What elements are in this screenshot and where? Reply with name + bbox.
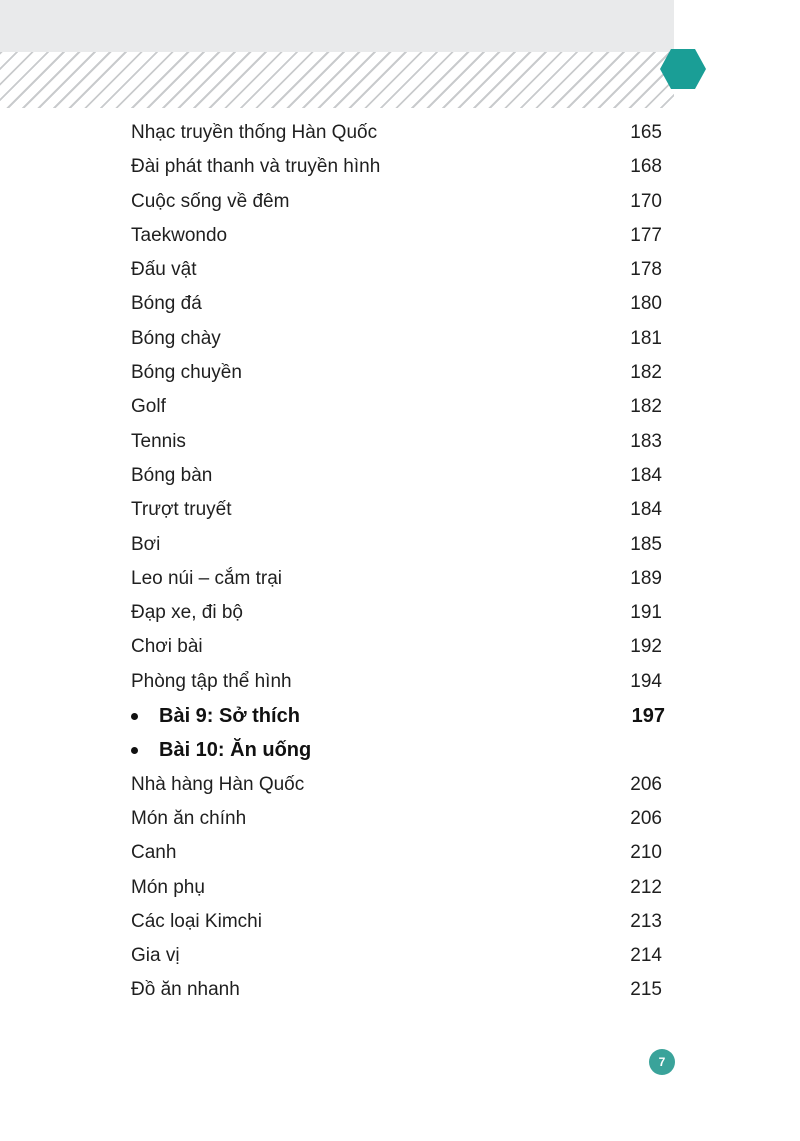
toc-page-number: 191: [630, 602, 662, 624]
toc-label: Bóng bàn: [131, 464, 213, 486]
toc-page-number: 206: [630, 773, 662, 795]
toc-page-number: 180: [630, 293, 662, 315]
toc-page-number: 215: [630, 979, 662, 1001]
toc-page-number: 184: [630, 464, 662, 486]
toc-page-number: 178: [630, 259, 662, 281]
toc-page-number: 206: [630, 807, 662, 829]
toc-entry-row: [131, 390, 667, 424]
toc-entry-row: [131, 356, 667, 390]
toc-label: Bơi: [131, 533, 161, 555]
toc-entry-row: [131, 905, 667, 939]
toc-page-number: 212: [630, 876, 662, 898]
toc-page-number: 182: [630, 362, 662, 384]
toc-label: Món ăn chính: [131, 807, 247, 829]
toc-label: Canh: [131, 842, 177, 864]
toc-page-number: 184: [630, 499, 662, 521]
toc-label: Taekwondo: [131, 224, 228, 246]
toc-entry-row: [131, 322, 667, 356]
toc-entry-row: [131, 116, 667, 150]
toc-label: Nhạc truyền thống Hàn Quốc: [131, 122, 378, 143]
toc-entry-row: [131, 596, 667, 630]
toc-entry-row: [131, 871, 667, 905]
toc-entry-row: [131, 836, 667, 870]
toc-entry-row: [131, 287, 667, 321]
toc-entry-row: [131, 219, 667, 253]
toc-label: Bóng chày: [131, 327, 221, 349]
toc-label: Đài phát thanh và truyền hình: [131, 156, 381, 178]
bullet-icon: [131, 747, 138, 754]
toc-label: Bóng chuyền: [131, 362, 242, 384]
toc-label: Các loại Kimchi: [131, 910, 262, 932]
toc-label: Đồ ăn nhanh: [131, 979, 240, 1001]
toc-label: Trượt truyết: [131, 499, 232, 521]
toc-entry-row: [131, 150, 667, 184]
toc-page-number: 213: [630, 910, 662, 932]
toc-entry-row: [131, 493, 667, 527]
toc-entry-row: [131, 185, 667, 219]
toc-label: Bóng đá: [131, 293, 202, 315]
toc-entry-row: [131, 973, 667, 1007]
toc-label: Món phụ: [131, 876, 205, 898]
toc-page-number: 170: [630, 190, 662, 212]
toc-page-number: 210: [630, 842, 662, 864]
toc-label: Golf: [131, 396, 166, 418]
toc-label: Chơi bài: [131, 636, 203, 658]
page-number-badge: 7: [649, 1049, 675, 1075]
toc-page-number: 189: [630, 567, 662, 589]
toc-entry-row: [131, 768, 667, 802]
hexagon-shape: [660, 49, 706, 89]
header-hatched-strip: [0, 52, 674, 108]
toc-entry-row: [131, 253, 667, 287]
toc-page-number: 168: [630, 156, 662, 178]
toc-entry-row: [131, 630, 667, 664]
toc-page-number: 194: [630, 670, 662, 692]
toc-section-row: [131, 699, 667, 733]
toc-entry-row: [131, 562, 667, 596]
bullet-icon: [131, 713, 138, 720]
toc-page-number: 177: [630, 224, 662, 246]
toc-page-number: 197: [631, 705, 665, 728]
toc-page-number: 182: [630, 396, 662, 418]
toc-page-number: 181: [630, 327, 662, 349]
toc-label: Bài 10: Ăn uống: [159, 739, 312, 762]
toc-entry-row: [131, 802, 667, 836]
toc-entry-row: [131, 528, 667, 562]
toc-label: Bài 9: Sở thích: [159, 705, 300, 728]
toc-label: Tennis: [131, 430, 186, 452]
header-solid-strip: [0, 0, 674, 52]
toc-page-number: 185: [630, 533, 662, 555]
toc-page-number: 183: [630, 430, 662, 452]
toc-label: Gia vị: [131, 945, 180, 967]
toc-entry-row: [131, 425, 667, 459]
toc-label: Phòng tập thể hình: [131, 670, 292, 692]
toc-entry-row: [131, 665, 667, 699]
toc-label: Đạp xe, đi bộ: [131, 602, 243, 624]
toc-label: Leo núi – cắm trại: [131, 567, 283, 589]
toc-page-number: 165: [630, 122, 662, 143]
toc-entry-row: [131, 459, 667, 493]
toc-label: Đấu vật: [131, 259, 197, 281]
toc-label: Cuộc sống về đêm: [131, 190, 290, 212]
toc-section-row: [131, 733, 667, 767]
toc-page-number: 192: [630, 636, 662, 658]
toc-page-number: 214: [630, 945, 662, 967]
hexagon-icon: [659, 48, 707, 90]
toc-entry-row: [131, 939, 667, 973]
table-of-contents: [131, 116, 667, 1008]
toc-label: Nhà hàng Hàn Quốc: [131, 773, 305, 795]
page-header-band: [0, 0, 674, 108]
